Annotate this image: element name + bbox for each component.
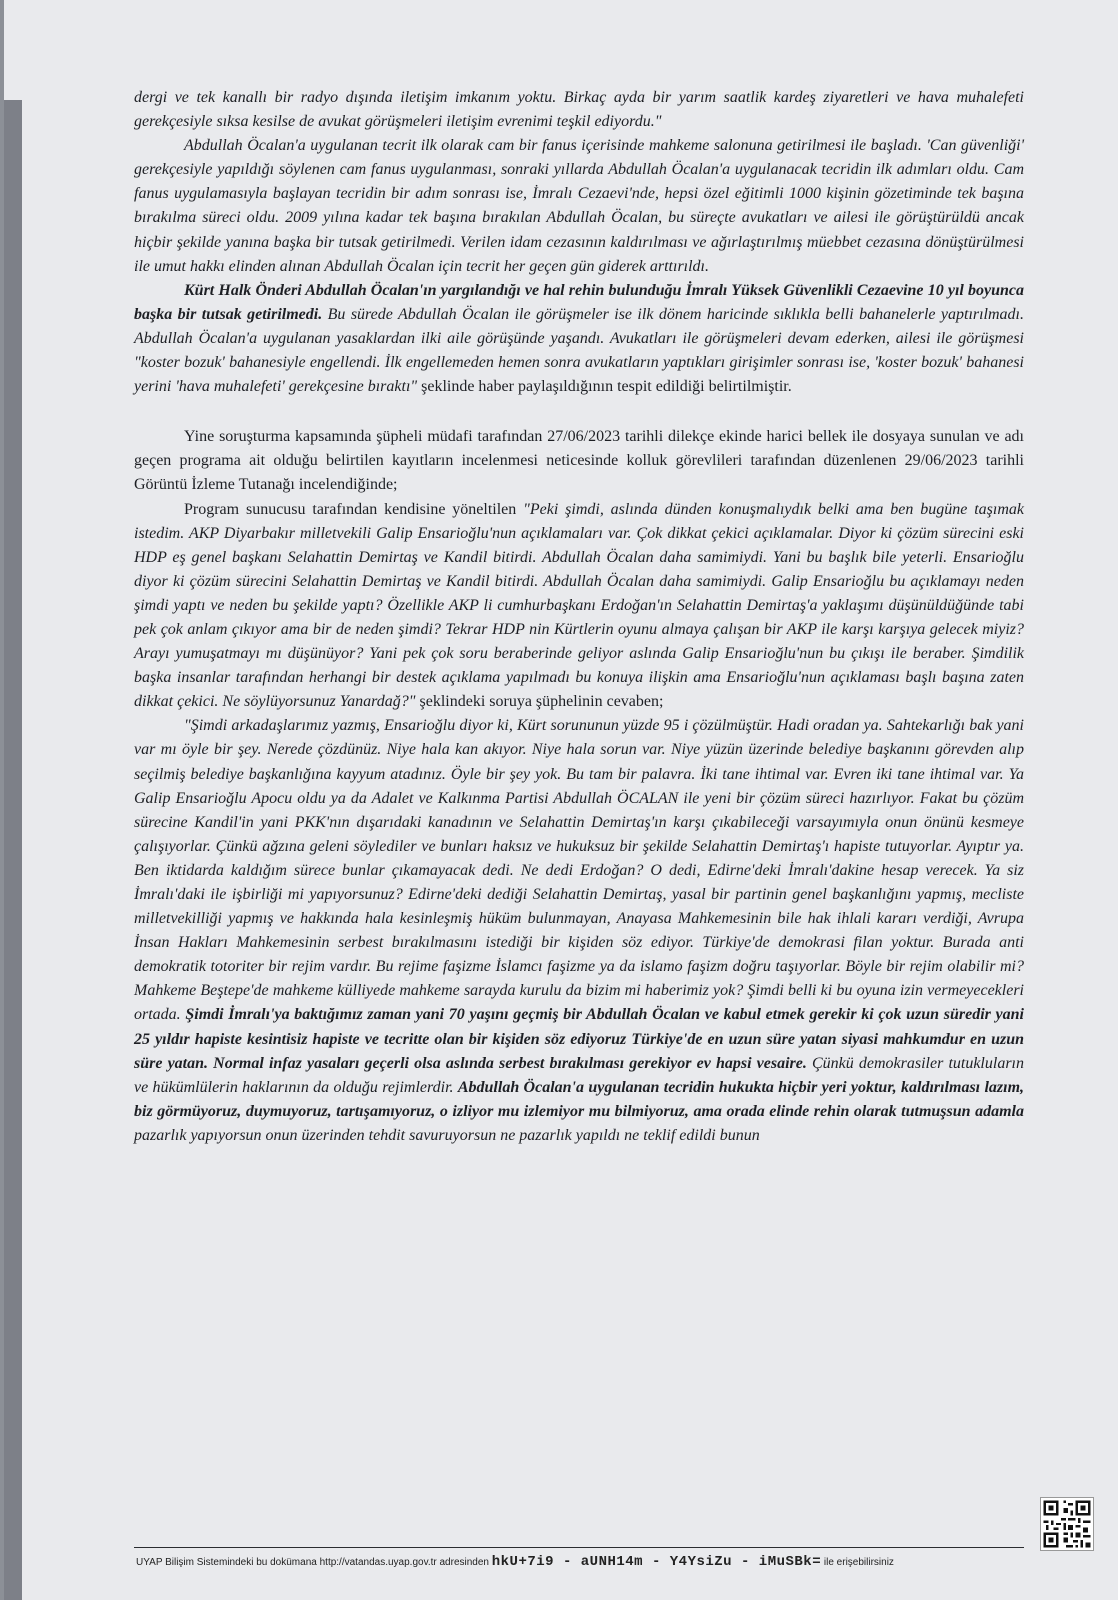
document-verification-code: hkU+7i9 - aUNH14m - Y4YsiZu - iMuSBk= <box>491 1554 822 1570</box>
footer <box>136 1554 1036 1570</box>
footer-divider <box>134 1547 1024 1548</box>
document-page <box>4 0 1118 1600</box>
paragraph-2: Abdullah Öcalan'a uygulanan tecrit ilk olarak cam bir fanus içerisinde mahkeme salonuna getirilmesi ile başladı. 'Can güvenliği' gerekçesiyle yapıldığı söylenen cam fanus uygulanması, sonraki yıllarda Abdullah Öcalan'a uygulanacak tecridin ilk adımları oldu. Cam fanus uygulamasıyla başlayan tecridin bir adım sonrası ise, İmralı Cezaevi'nde, hepsi özel eğitimli 1000 kişinin gözetiminde tek başına bırakılma süreci oldu. 2009 yılına kadar tek başına bırakılan Abdullah Öcalan, bu süreçte avukatları ve ailesi ile görüştürüldü ancak hiçbir şekilde yanına başka bir tutsak getirilmedi. Verilen idam cezasının kaldırılması ve ağırlaştırılmış müebbet cezasına dönüştürülmesi ile umut hakkı elinden alınan Abdullah Öcalan için tecrit her geçen gün giderek arttırıldı. <box>134 137 1024 275</box>
paragraph-4: Yine soruşturma kapsamında şüpheli müdafi tarafından 27/06/2023 tarihli dilekçe ekinde harici bellek ile dosyaya sunulan ve adı geçen programa ait olduğu belirtilen kayıtların incelenmesi neticesinde kolluk görevlileri tarafından düzenlenen 29/06/2023 tarihli Görüntü İzleme Tutanağı incelendiğinde; <box>134 428 1024 494</box>
footer-prefix: UYAP Bilişim Sistemindeki bu dokümana http://vatandas.uyap.gov.tr adresinden <box>136 1557 489 1568</box>
paragraph-5-plain-2: şeklindeki soruya şüphelinin cevaben; <box>415 693 664 711</box>
paragraph-3-plain: şeklinde haber paylaşıldığının tespit edildiği belirtilmiştir. <box>417 378 792 396</box>
paragraph-3 <box>134 279 1024 399</box>
paragraph-5 <box>134 498 1024 715</box>
paragraph-6 <box>134 714 1024 1148</box>
paragraph-1: dergi ve tek kanallı bir radyo dışında iletişim imkanım yoktu. Birkaç ayda bir yarım saatlik kardeş ziyaretleri ve hava muhalefeti gerekçesiyle sıksa kesilse de avukat görüşmeleri iletişim evrenimi teşkil ediyordu." <box>134 89 1024 131</box>
paragraph-6-bold-2: Abdullah Öcalan'a uygulanan tecridin hukukta hiçbir yeri yoktur, kaldırılması lazım, biz görmüyoruz, duymuyoruz, tartışamıyoruz, o izliyor mu izlemiyor mu bilmiyoruz, ama orada elinde rehin olarak tutmuşsun adamla <box>134 1078 1025 1120</box>
paragraph-3-bold: Kürt Halk Önderi Abdullah Öcalan'ın yargılandığı ve hal rehin bulunduğu İmralı Yüksek Güvenlikli Cezaevine 10 yıl boyunca başka bir tutsak getirilmedi. <box>134 281 1024 323</box>
paragraph-6-quote-2: Çünkü demokrasiler tutukluların ve hükümlülerin haklarının da olduğu rejimlerdir. <box>134 1054 1024 1096</box>
paragraph-6-bold-1: Şimdi İmralı'ya baktığımız zaman yani 70 yaşını geçmiş bir Abdullah Öcalan ve kabul etmek gerekir ki çok uzun süredir yani 25 yıldır hapiste kesintisiz hapiste ve tecritte olan bir kişiden söz ediyoruz Türkiye'de en uzun süre yatan siyasi mahkumdur en uzun süre yatan. Normal infaz yasaları geçerli olsa aslında serbest bırakılması gerekiyor ev hapsi vesaire. <box>134 1006 1024 1072</box>
paragraph-3-italic: Bu sürede Abdullah Öcalan ile görüşmeler ise ilk dönem haricinde sıklıkla belli bahanelerle yaptırılmadı. Abdullah Öcalan'a uygulanan yasaklardan ilki aile görüşünde yaşandı. Avukatları ile görüşmeleri devam ederken, ailesi ile görüşmesi "koster bozuk' bahanesiyle engellendi. İlk engellemeden hemen sonra avukatların yaptıkları girişimler sonrası ise, 'koster bozuk' bahanesi yerini 'hava muhalefeti' gerekçesine bıraktı" <box>134 305 1025 396</box>
qr-code-icon <box>1040 1497 1094 1551</box>
scan-edge <box>4 100 22 1600</box>
paragraph-5-plain: Program sunucusu tarafından kendisine yöneltilen <box>184 500 524 518</box>
paragraph-5-quote: "Peki şimdi, aslında dünden konuşmalıydık belki ama ben bugüne taşımak istedim. AKP Diyarbakır milletvekili Galip Ensarioğlu'nun açıklamaları var. Çok dikkat çekici açıklamalar. Diyor ki çözüm sürecini eski HDP eş genel başkanı Selahattin Demirtaş ve Kandil bitirdi. Abdullah Öcalan daha samimiydi. Yani bu başlık bile yeterli. Ensarioğlu diyor ki çözüm sürecini Selahattin Demirtaş ve Kandil bitirdi. Abdullah Öcalan daha samimiydi. Galip Ensarioğlu bu açıklamayı neden şimdi yaptı ve neden bu şekilde yaptı? Özellikle AKP li cumhurbaşkanı Erdoğan'ın Selahattin Demirtaş'a yaklaşımı düşünüldüğünde tabi pek çok anlam çıkıyor ama bir de neden şimdi? Tekrar HDP nin Kürtlerin oyunu almaya çalışan bir AKP ile karşı karşıya gelecek miyiz? Arayı yumuşatmayı mı düşünüyor? Yani pek çok soru beraberinde geliyor aslında Galip Ensarioğlu'nun bu çıkışı ile beraber. Şimdilik başka insanlar tarafından herhangi bir destek açıklama yapılmadı bu konuya ilişkin ama Ensarioğlu'nun açıklaması başlı başına zaten dikkat çekici. Ne söylüyorsunuz Yanardağ?" <box>134 500 1025 711</box>
paragraph-6-quote-3: pazarlık yapıyorsun onun üzerinden tehdit savuruyorsun ne pazarlık yapıldı ne teklif edildi bunun <box>134 1126 760 1144</box>
footer-suffix: ile erişebilirsiniz <box>823 1557 894 1568</box>
paragraph-6-quote: "Şimdi arkadaşlarımız yazmış, Ensarioğlu diyor ki, Kürt sorununun yüzde 95 i çözülmüştür. Hadi oradan ya. Sahtekarlığı bak yani var mı öyle bir şey. Nerede çözdünüz. Niye hala kan akıyor. Niye hala sorun var. Niye yüzün üzerinde belediye başkanını görevden alıp seçilmiş belediye başkanlığına kayyum atadınız. Öyle bir şey yok. Bu tam bir palavra. İki tane ihtimal var. Evren iki tane ihtimal var. Ya Galip Ensarioğlu Apocu oldu ya da Adalet ve Kalkınma Partisi Abdullah ÖCALAN ile yeni bir çözüm süreci hazırlıyor. Fakat bu çözüm sürecine Kandil'in yani PKK'nın dışarıdaki kanadının ve Selahattin Demirtaş'ın karşı çıkabileceği varsayımıyla onun önünü kesmeye çalışıyorlar. Çünkü ağzına geleni söylediler ve bunları haksız ve hukuksuz bir şekilde Selahattin Demirtaş'ı hapiste tutuyorlar. Ayıptır ya. Ben iktidarda kaldığım sürece bunlar çıkamayacak dedi. Ne dedi Erdoğan? O dedi, Edirne'deki İmralı'dakine hesap verecek. Ya siz İmralı'daki ile işbirliği mi yapıyorsunuz? Edirne'deki dediği Selahattin Demirtaş, yasal bir partinin genel başkanlığını yapmış, mecliste milletvekilliği yapmış ve hakkında hala kesinleşmiş hüküm bulunmayan, Anayasa Mahkemesinin bile hak ihlali kararı verdiği, Avrupa İnsan Hakları Mahkemesinin serbest bırakılmasını istediği bir kişiden söz ediyor. Türkiye'de demokrasi filan yoktur. Burada anti demokratik totoriter bir rejim vardır. Bu rejime faşizme İslamcı faşizme ya da islamo faşizm doğru taşıyorlar. Böyle bir rejim olabilir mi? Mahkeme Beştepe'de mahkeme külliyede mahkeme sarayda kurulu da bizim mi haberimiz yok? Şimdi belli ki bu oyuna izin vermeyecekleri ortada. <box>134 717 1024 1024</box>
document-body <box>134 86 1024 1148</box>
